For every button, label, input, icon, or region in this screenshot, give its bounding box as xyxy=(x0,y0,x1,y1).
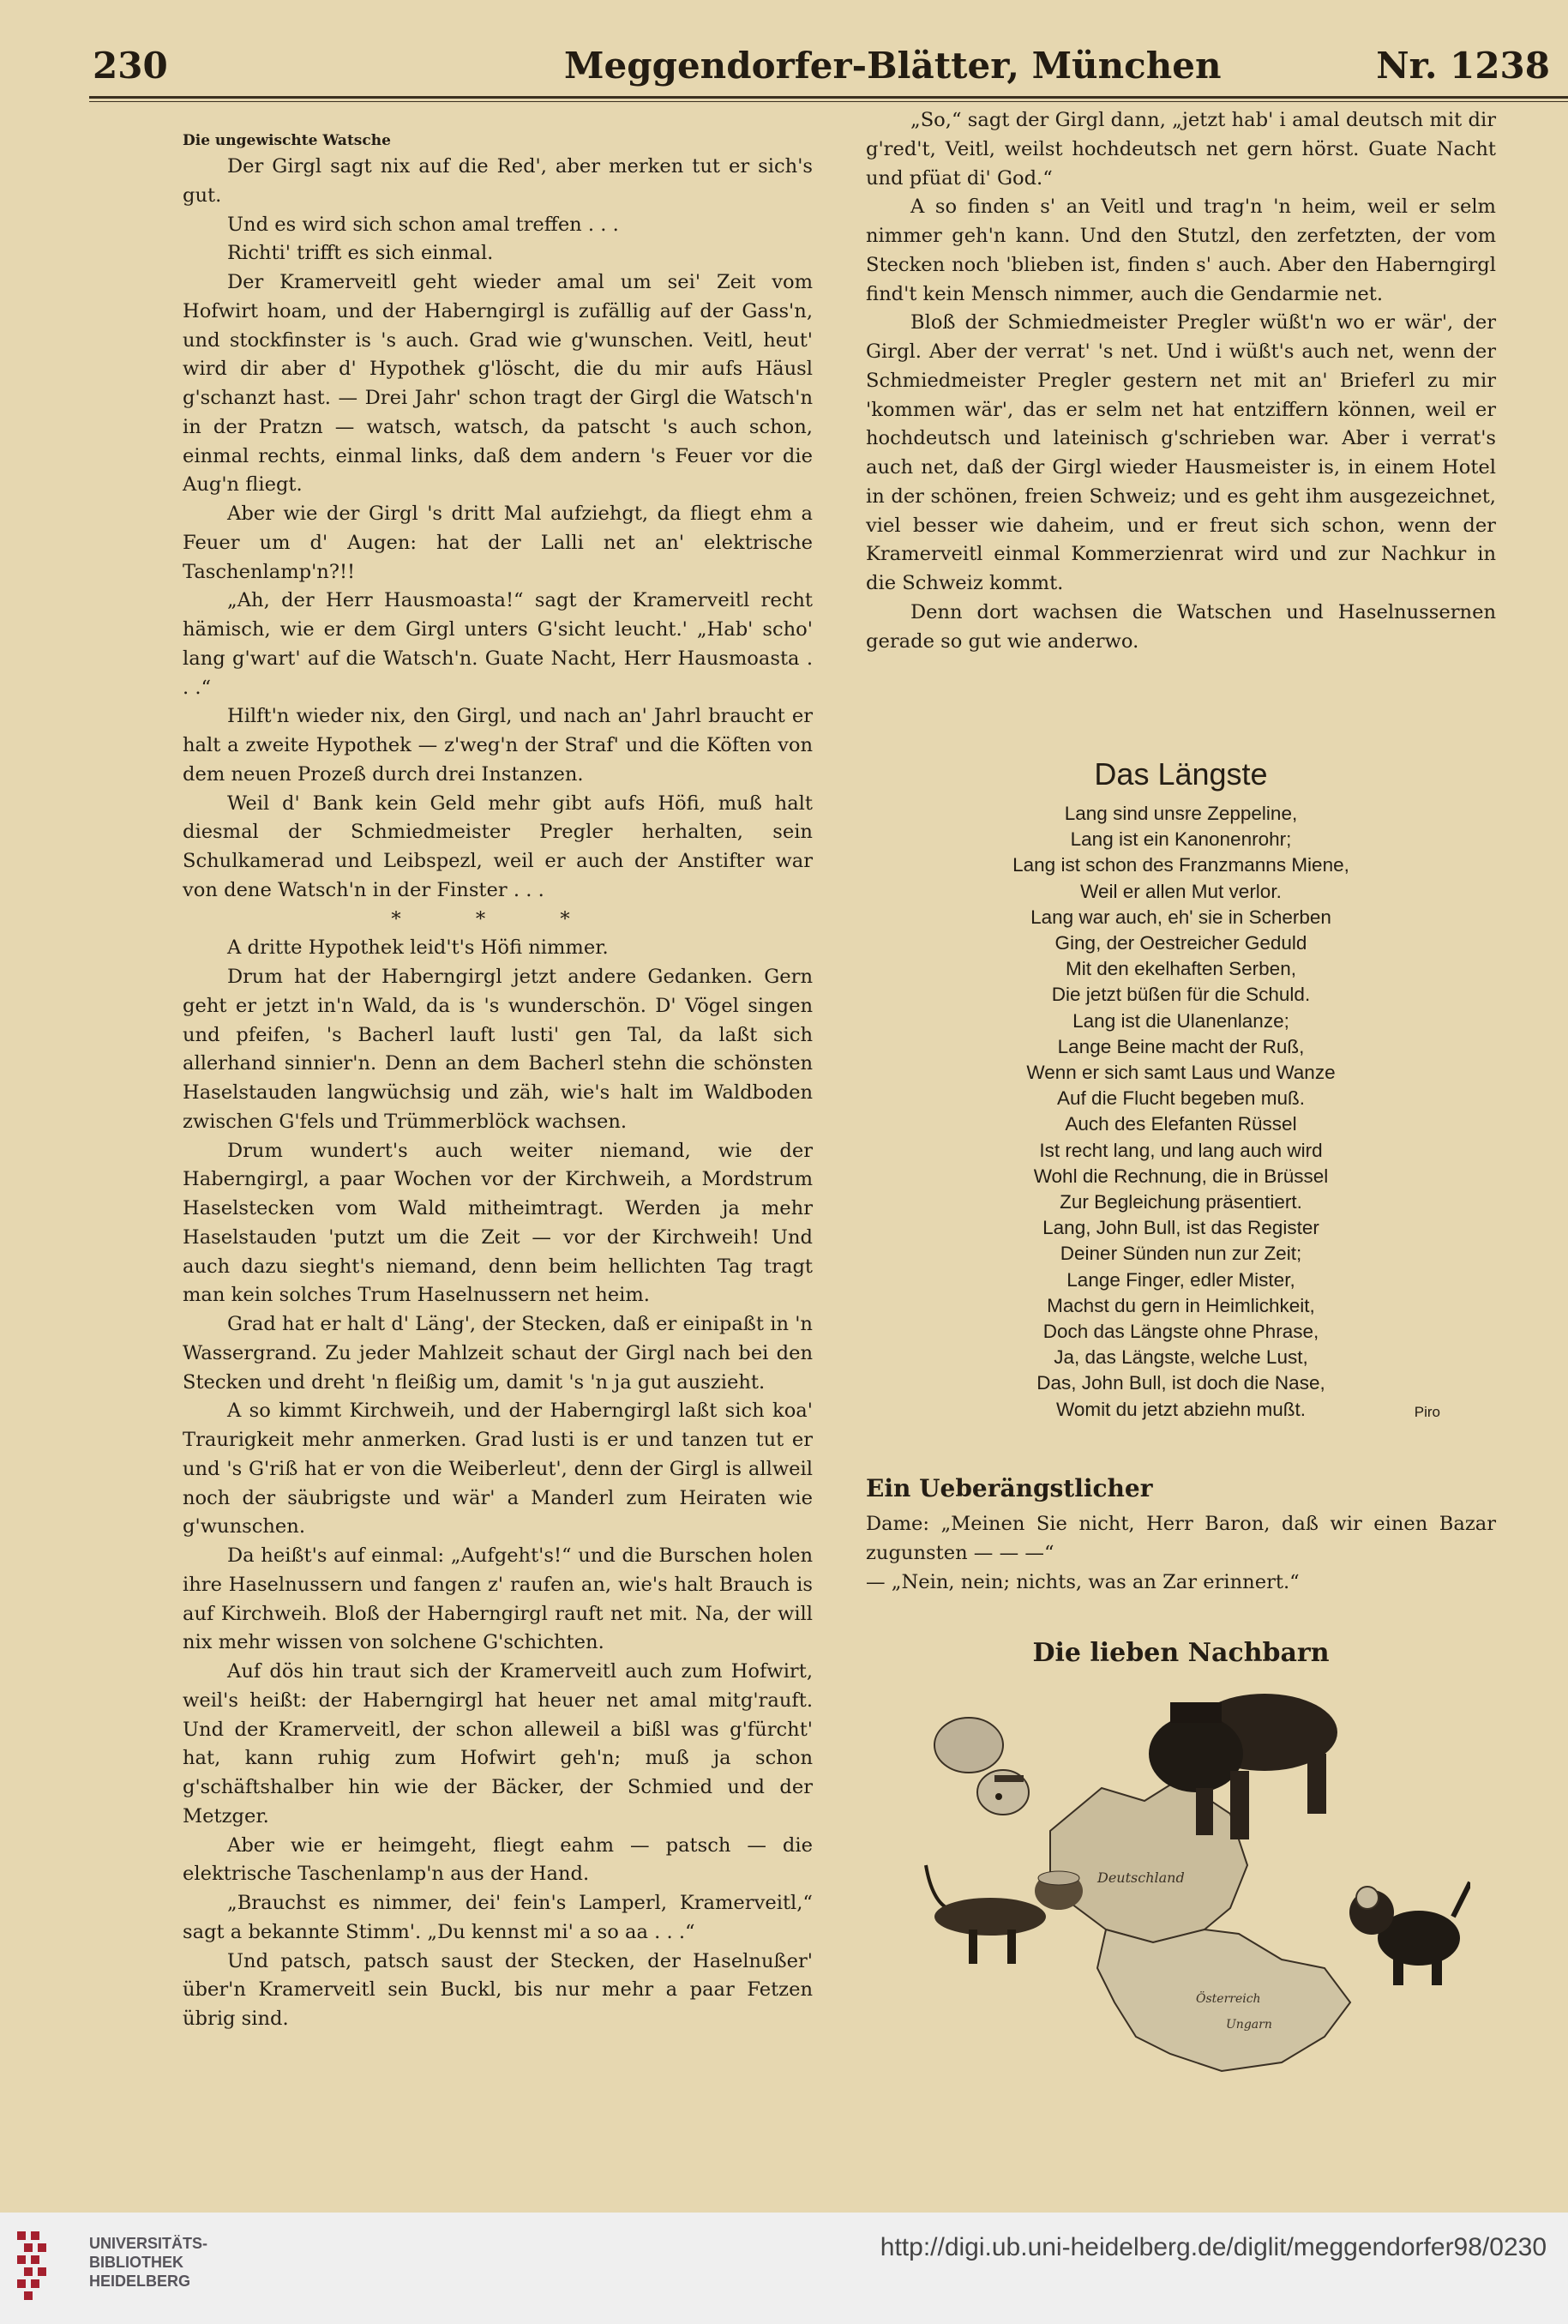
anecdote-line: Dame: „Meinen Sie nicht, Herr Baron, daß wir einen Bazar zugunsten — — —“ xyxy=(866,1513,1496,1564)
institution-line: UNIVERSITÄTS- xyxy=(89,2235,208,2252)
poem-line: Auf die Flucht begeben muß. xyxy=(1057,1087,1305,1110)
story-paragraph: Aber wie der Girgl 's dritt Mal aufziehgt, da fliegt ehm a Feuer um d' Augen: hat der Lalli net an' elektrische Taschenlamp'n?!! xyxy=(183,503,813,583)
page-header xyxy=(93,45,1550,98)
poem-line: Lange Beine macht der Ruß, xyxy=(1057,1035,1305,1057)
poem-line: Weil er allen Mut verlor. xyxy=(1080,880,1282,902)
institution-line: BIBLIOTHEK xyxy=(89,2254,183,2271)
dog-dachshund xyxy=(926,1865,1083,1964)
page-number: 230 xyxy=(93,45,168,87)
poem-line: Lang, John Bull, ist das Register xyxy=(1042,1217,1319,1239)
story-paragraph: Drum hat der Haberngirgl jetzt andere Gedanken. Gern geht er jetzt in'n Wald, da is 's wunderschön. D' Vögel singen und pfeifen, 's Bacherl lauft lusti' gen Tal, da laßt sich allerhand sinnier'n. Denn an dem Bacherl stehn die schönsten Haselstauden langwüchsig und zäh, wie's halt im Waldboden zwischen G'fels und Trümmerblöck wachsen. xyxy=(183,966,813,1133)
cartoon-title: Die lieben Nachbarn xyxy=(1032,1638,1330,1668)
poem-line: Lang ist ein Kanonenrohr; xyxy=(1070,828,1292,851)
dog-right xyxy=(1349,1882,1470,1985)
cartoon-illustration xyxy=(922,1685,1470,2092)
issue-number: Nr. 1238 xyxy=(1376,45,1550,87)
institution-name xyxy=(89,2234,207,2291)
story-paragraph: Drum wundert's auch weiter niemand, wie der Haberngirgl, a paar Wochen vor der Kirchweih, a Mordstrum Haselstecken vom Wald mitheimtragt. Werden ja mehr Haselstauden 'putzt um die Zeit — vor der Kirchweih! Und auch dazu sieght's niemand, denn beim hellichten Tag tragt man kein solches Trum Haselnussern net heim. xyxy=(183,1139,813,1307)
header-rule-thin xyxy=(89,101,1568,102)
poem-line: Wenn er sich samt Laus und Wanze xyxy=(1026,1062,1336,1084)
anecdote-title: Ein Ueberängstlicher xyxy=(866,1474,1153,1502)
map-label-austria: Österreich xyxy=(1196,1992,1261,2006)
poem-line: Wohl die Rechnung, die in Brüssel xyxy=(1033,1165,1329,1187)
story-paragraph: Und es wird sich schon amal treffen . . . xyxy=(227,213,619,236)
map-label-germany: Deutschland xyxy=(1097,1869,1185,1886)
poem-lines xyxy=(866,801,1496,1423)
poem-line: Ja, das Längste, welche Lust, xyxy=(1054,1346,1308,1369)
poem-line: Lang sind unsre Zeppeline, xyxy=(1064,803,1298,824)
story-paragraph: Da heißt's auf einmal: „Aufgeht's!“ und die Burschen holen ihre Haselnussern und fangen z' raufen an, wie's halt Brauch is auf Kirchweih. Bloß der Haberngirgl rauft net mit. Na, der will nix mehr wissen von solchene G'schichten. xyxy=(183,1544,813,1654)
poem-line: Lang war auch, eh' sie in Scherben xyxy=(1030,906,1331,928)
story-left-column xyxy=(183,129,813,2034)
poem xyxy=(866,755,1496,1423)
map-germany xyxy=(1050,1779,1247,1942)
story-paragraph: Auf dös hin traut sich der Kramerveitl auch zum Hofwirt, weil's heißt: der Haberngirgl hat heuer net amal mitg'rauft. Und der Kramerveitl, der schon alleweil a bißl was g'fürcht' hat, kann ruhig zum Hofwirt geh'n; muß ja schon g'schäftshalber hin wie der Bäcker, der Schmied und der Metzger. xyxy=(183,1660,813,1827)
university-logo-icon xyxy=(12,2225,84,2310)
story-paragraph: „Ah, der Herr Hausmoasta!“ sagt der Kramerveitl recht hämisch, wie er dem Girgl unters G'sicht leucht.' „Hab' scho' lang g'wart' auf die Watsch'n. Guate Nacht, Herr Hausmoasta . . .“ xyxy=(183,589,813,699)
institution-line: HEIDELBERG xyxy=(89,2273,191,2290)
poem-line: Auch des Elefanten Rüssel xyxy=(1065,1113,1297,1135)
footer-bar xyxy=(0,2213,1568,2324)
poem-line: Zur Begleichung präsentiert. xyxy=(1060,1191,1302,1213)
poem-line: Womit du jetzt abziehn mußt. xyxy=(1056,1398,1306,1420)
story-paragraph: Denn dort wachsen die Watschen und Haselnussernen gerade so gut wie anderwo. xyxy=(866,600,1496,653)
poem-line: Ging, der Oestreicher Geduld xyxy=(1054,932,1307,954)
poem-line: Mit den ekelhaften Serben, xyxy=(1066,958,1296,980)
poem-line: Lange Finger, edler Mister, xyxy=(1066,1268,1295,1291)
header-rule xyxy=(89,96,1568,99)
poem-line: Doch das Längste ohne Phrase, xyxy=(1042,1321,1319,1343)
poem-title: Das Längste xyxy=(1094,756,1268,792)
poem-line: Ist recht lang, und lang auch wird xyxy=(1039,1139,1323,1161)
poem-line: Machst du gern in Heimlichkeit, xyxy=(1047,1294,1315,1316)
story-paragraph: * * * xyxy=(391,907,604,930)
magazine-title: Meggendorfer-Blätter, München xyxy=(564,45,1222,87)
dog-top-left xyxy=(934,1718,1029,1815)
story-right-column xyxy=(866,106,1496,656)
story-paragraph: Der Girgl sagt nix auf die Red', aber merken tut er sich's gut. xyxy=(183,155,813,207)
story-paragraph: Richti' trifft es sich einmal. xyxy=(227,242,494,265)
poem-line: Die jetzt büßen für die Schuld. xyxy=(1051,984,1311,1006)
story-paragraph: „So,“ sagt der Girgl dann, „jetzt hab' i amal deutsch mit dir g'red't, Veitl, weilst hochdeutsch net gern hörst. Guate Nacht und pfüat di' God.“ xyxy=(866,109,1496,190)
poem-author: Piro xyxy=(1414,1403,1440,1420)
poem-line: Das, John Bull, ist doch die Nase, xyxy=(1036,1372,1325,1394)
anecdote-line: — „Nein, nein; nichts, was an Zar erinnert.“ xyxy=(866,1571,1300,1593)
story-paragraph: Der Kramerveitl geht wieder amal um sei' Zeit vom Hofwirt hoam, und der Haberngirgl is zufällig auf der Gass'n, und stockfinster is 's auch. Grad wie g'wunschen. Veitl, heut' wird dir aber d' Hypothek g'löscht, die du mir aufs Häusl g'schanzt hast. — Drei Jahr' schon tragt der Girgl die Watsch'n in der Pratzn — watsch, watsch, da patscht 's auch schon, einmal rechts, einmal links, daß dem andern 's Feuer vor die Aug'n fliegt. xyxy=(183,271,813,497)
story-paragraph: Und patsch, patsch saust der Stecken, der Haselnußer' über'n Kramerveitl sein Buckl, bis nur mehr a paar Fetzen übrig sind. xyxy=(183,1949,813,2030)
story-paragraph: Bloß der Schmiedmeister Pregler wüßt'n wo er wär', der Girgl. Aber der verrat' 's net. Und i wüßt's auch net, wenn der Schmiedmeister Pregler gestern net mit an' Brieferl zu mir 'kommen wär', das er selm net hat entziffern können, weil er hochdeutsch und lateinisch g'schrieben war. Aber i verrat's auch net, daß der Girgl wieder Hausmeister is, in einem Hotel in der schönen, freien Schweiz; und es geht ihm ausgezeichnet, viel besser wie daheim, und er freut sich schon, wenn der Kramerveitl einmal Kommerzienrat wird und zur Nachkur in die Schweiz kommt. xyxy=(866,311,1496,594)
anecdote xyxy=(866,1473,1496,1597)
story-paragraph: A so finden s' an Veitl und trag'n 'n heim, weil er selm nimmer geh'n kann. Und den Stutzl, den zerfetzten, der vom Stecken noch 'blieben ist, finden s' auch. Aber den Haberngirgl find't kein Mensch nimmer, auch die Gendarmie net. xyxy=(866,196,1496,305)
story-paragraph: Aber wie er heimgeht, fliegt eahm — patsch — die elektrische Taschenlamp'n aus der Hand. xyxy=(183,1833,813,1886)
source-url-link[interactable]: http://digi.ub.uni-heidelberg.de/diglit/meggendorfer98/0230 xyxy=(880,2233,1547,2261)
story-paragraph: Weil d' Bank kein Geld mehr gibt aufs Höfi, muß halt diesmal der Schmiedmeister Pregler herhalten, sein Schulkamerad und Leibspezl, weil er auch der Anstifter war von dene Watsch'n in der Finster . . . xyxy=(183,792,813,901)
story-heading: Die ungewischte Watsche xyxy=(183,132,391,149)
story-paragraph: Grad hat er halt d' Läng', der Stecken, daß er einipaßt in 'n Wassergrand. Zu jeder Mahlzeit schaut der Girgl nach bei den Stecken und dreht 'n fleißig um, damit 's 'n ja gut auszieht. xyxy=(183,1313,813,1394)
story-paragraph: „Brauchst es nimmer, dei' fein's Lamperl, Kramerveitl,“ sagt a bekannte Stimm'. „Du kennst mi' a so aa . . .“ xyxy=(183,1892,813,1943)
story-paragraph: Hilft'n wieder nix, den Girgl, und nach an' Jahrl braucht er halt a zweite Hypothek — z'weg'n der Straf' und die Köften von dem neuen Prozeß durch drei Instanzen. xyxy=(183,705,813,786)
poem-line: Deiner Sünden nun zur Zeit; xyxy=(1060,1243,1302,1265)
poem-line: Lang ist schon des Franzmanns Miene, xyxy=(1012,854,1349,876)
story-paragraph: A dritte Hypothek leid't's Höfi nimmer. xyxy=(227,936,609,960)
story-paragraph: A so kimmt Kirchweih, und der Haberngirgl laßt sich koa' Traurigkeit mehr anmerken. Grad lusti is er und tanzen tut er und 's G'riß hat er von die Weiberleut', denn der Girgl is allweil noch der säubrigste und wär' a Manderl zum Heiraten wie g'wunschen. xyxy=(183,1400,813,1538)
map-label-hungary: Ungarn xyxy=(1226,2018,1272,2032)
poem-line: Lang ist die Ulanenlanze; xyxy=(1072,1009,1289,1032)
